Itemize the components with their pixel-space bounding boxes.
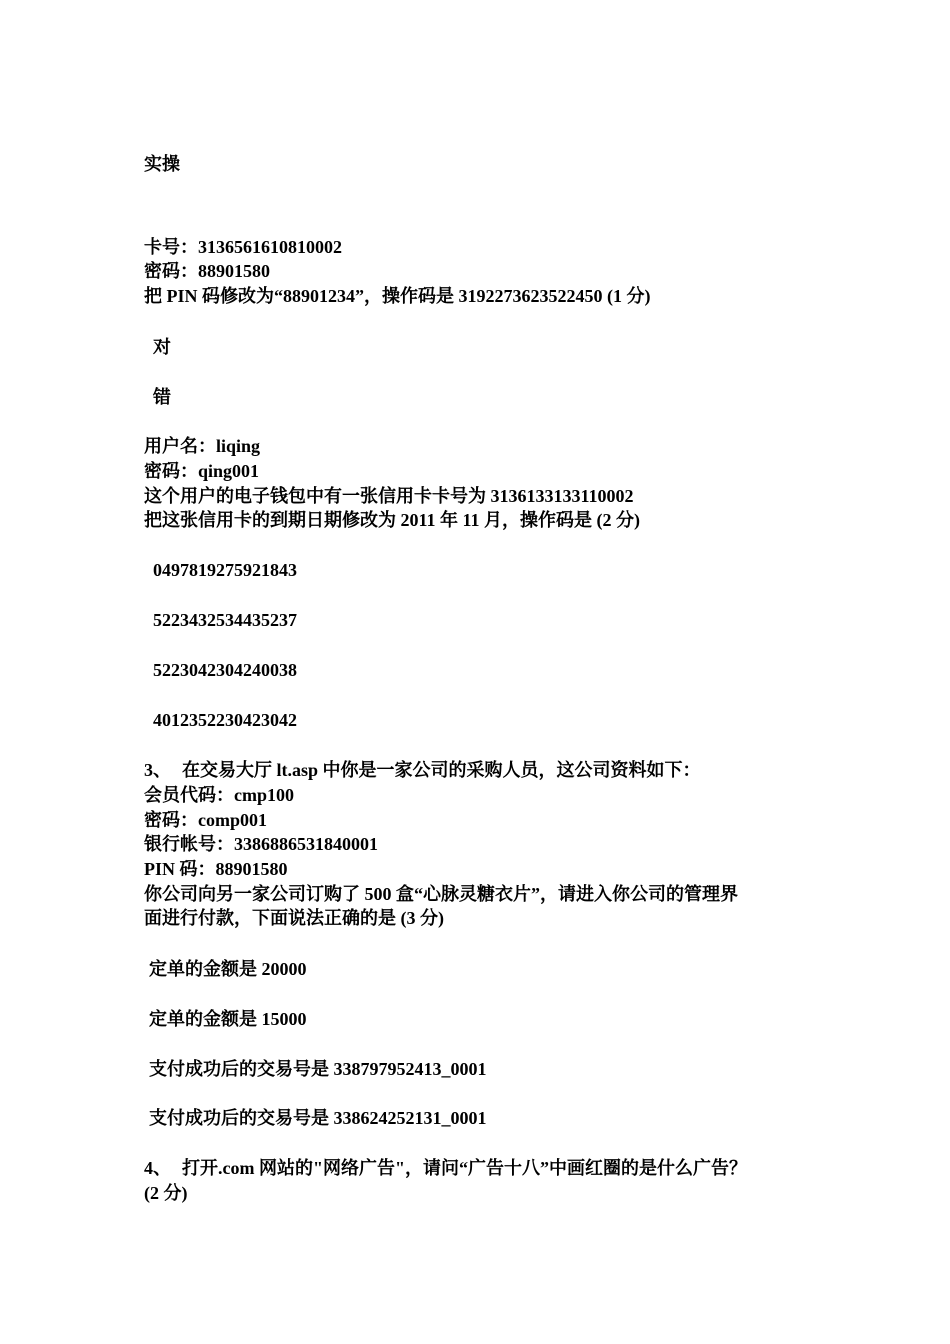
q3-bank-account: 银行帐号：3386886531840001	[144, 834, 378, 854]
q4-prompt-line1: 打开.com 网站的"网络广告"，请问“广告十八”中画红圈的是什么广告？	[182, 1158, 747, 1178]
q4-prompt-line2: (2 分)	[144, 1183, 188, 1203]
q3-option-c[interactable]: 支付成功后的交易号是 338797952413_0001	[149, 1059, 487, 1079]
q1-option-true[interactable]: 对	[153, 337, 171, 357]
q3-prompt-line1: 你公司向另一家公司订购了 500 盒“心脉灵糖衣片”，请进入你公司的管理界	[144, 884, 738, 904]
q2-context: 这个用户的电子钱包中有一张信用卡卡号为 3136133133110002	[144, 486, 634, 506]
q2-password: 密码：qing001	[144, 461, 260, 481]
q1-card-number: 卡号：3136561610810002	[144, 237, 342, 257]
q2-username: 用户名：liqing	[144, 436, 261, 456]
page-title: 实操	[144, 154, 180, 174]
q2-option-b[interactable]: 5223432534435237	[153, 610, 297, 630]
q3-number: 3、	[144, 760, 171, 780]
q3-option-b[interactable]: 定单的金额是 15000	[149, 1009, 307, 1029]
q4-number: 4、	[144, 1158, 171, 1178]
q2-prompt: 把这张信用卡的到期日期修改为 2011 年 11 月，操作码是 (2 分)	[144, 510, 640, 530]
q3-option-a[interactable]: 定单的金额是 20000	[149, 959, 307, 979]
q3-intro: 在交易大厅 lt.asp 中你是一家公司的采购人员，这公司资料如下：	[182, 760, 701, 780]
q4-prompt-line1-row	[144, 1156, 747, 1180]
q2-option-d[interactable]: 4012352230423042	[153, 710, 297, 730]
q2-option-a[interactable]: 0497819275921843	[153, 560, 297, 580]
q3-password: 密码：comp001	[144, 810, 267, 830]
q3-pin: PIN 码：88901580	[144, 859, 288, 879]
q3-prompt-line2: 面进行付款，下面说法正确的是 (3 分)	[144, 908, 444, 928]
q1-prompt: 把 PIN 码修改为“88901234”，操作码是 3192273623522450 (1 分)	[144, 286, 651, 306]
q1-password: 密码：88901580	[144, 261, 270, 281]
q3-intro-line	[144, 758, 701, 782]
q1-option-false[interactable]: 错	[153, 387, 171, 407]
q2-option-c[interactable]: 5223042304240038	[153, 660, 297, 680]
q3-member-code: 会员代码：cmp100	[144, 785, 294, 805]
q3-option-d[interactable]: 支付成功后的交易号是 338624252131_0001	[149, 1108, 487, 1128]
